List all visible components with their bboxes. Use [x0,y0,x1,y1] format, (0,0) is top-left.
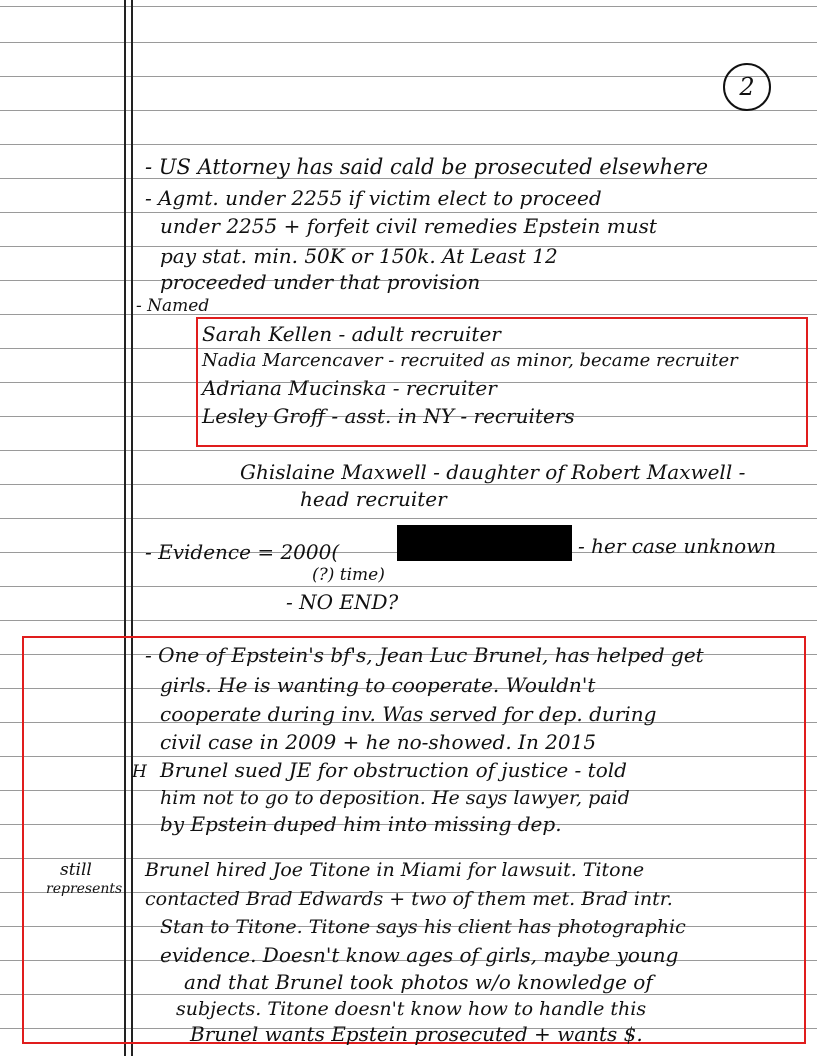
note-line: Brunel wants Epstein prosecuted + wants $. [190,1022,643,1046]
margin-note: represents [46,881,123,897]
note-line: - US Attorney has said cald be prosecuted elsewhere [145,155,709,179]
note-line: and that Brunel took photos w/o knowledge of [184,970,653,994]
note-line: Brunel hired Joe Titone in Miami for lawsuit. Titone [145,859,645,881]
page-number: 2 [723,63,771,111]
note-line: evidence. Doesn't know ages of girls, maybe young [160,943,679,967]
recruiter-line: Ghislaine Maxwell - daughter of Robert Maxwell - [240,460,746,484]
margin-mark: H [132,762,147,782]
note-line: under 2255 + forfeit civil remedies Epstein must [160,214,657,238]
recruiter-line: Nadia Marcencaver - recruited as minor, became recruiter [202,350,738,371]
recruiter-line: Lesley Groff - asst. in NY - recruiters [202,404,575,428]
note-line: proceeded under that provision [160,270,481,294]
evidence-line: - NO END? [286,590,399,614]
note-line: Brunel sued JE for obstruction of justice - told [160,758,627,782]
named-label: - Named [136,296,210,316]
note-line: civil case in 2009 + he no-showed. In 2015 [160,730,597,754]
note-line: girls. He is wanting to cooperate. Wouldn't [160,673,596,697]
note-line: contacted Brad Edwards + two of them met. Brad intr. [145,888,673,910]
evidence-line-end: - her case unknown [578,534,777,558]
note-line: pay stat. min. 50K or 150k. At Least 12 [160,244,558,268]
note-line: Stan to Titone. Titone says his client has photographic [160,916,686,938]
recruiter-line: Sarah Kellen - adult recruiter [202,322,501,346]
note-line: him not to go to deposition. He says lawyer, paid [160,787,630,809]
recruiter-line: head recruiter [300,487,447,511]
evidence-line: - Evidence = 2000( [145,540,340,564]
evidence-line: (?) time) [312,565,385,585]
note-line: by Epstein duped him into missing dep. [160,812,562,836]
note-line: subjects. Titone doesn't know how to handle this [176,998,647,1020]
note-line: - Agmt. under 2255 if victim elect to proceed [145,186,602,210]
margin-note: still [60,860,92,880]
redaction-block [397,525,572,561]
note-line: cooperate during inv. Was served for dep. during [160,702,657,726]
recruiter-line: Adriana Mucinska - recruiter [202,376,497,400]
note-line: - One of Epstein's bf's, Jean Luc Brunel, has helped get [145,643,704,667]
